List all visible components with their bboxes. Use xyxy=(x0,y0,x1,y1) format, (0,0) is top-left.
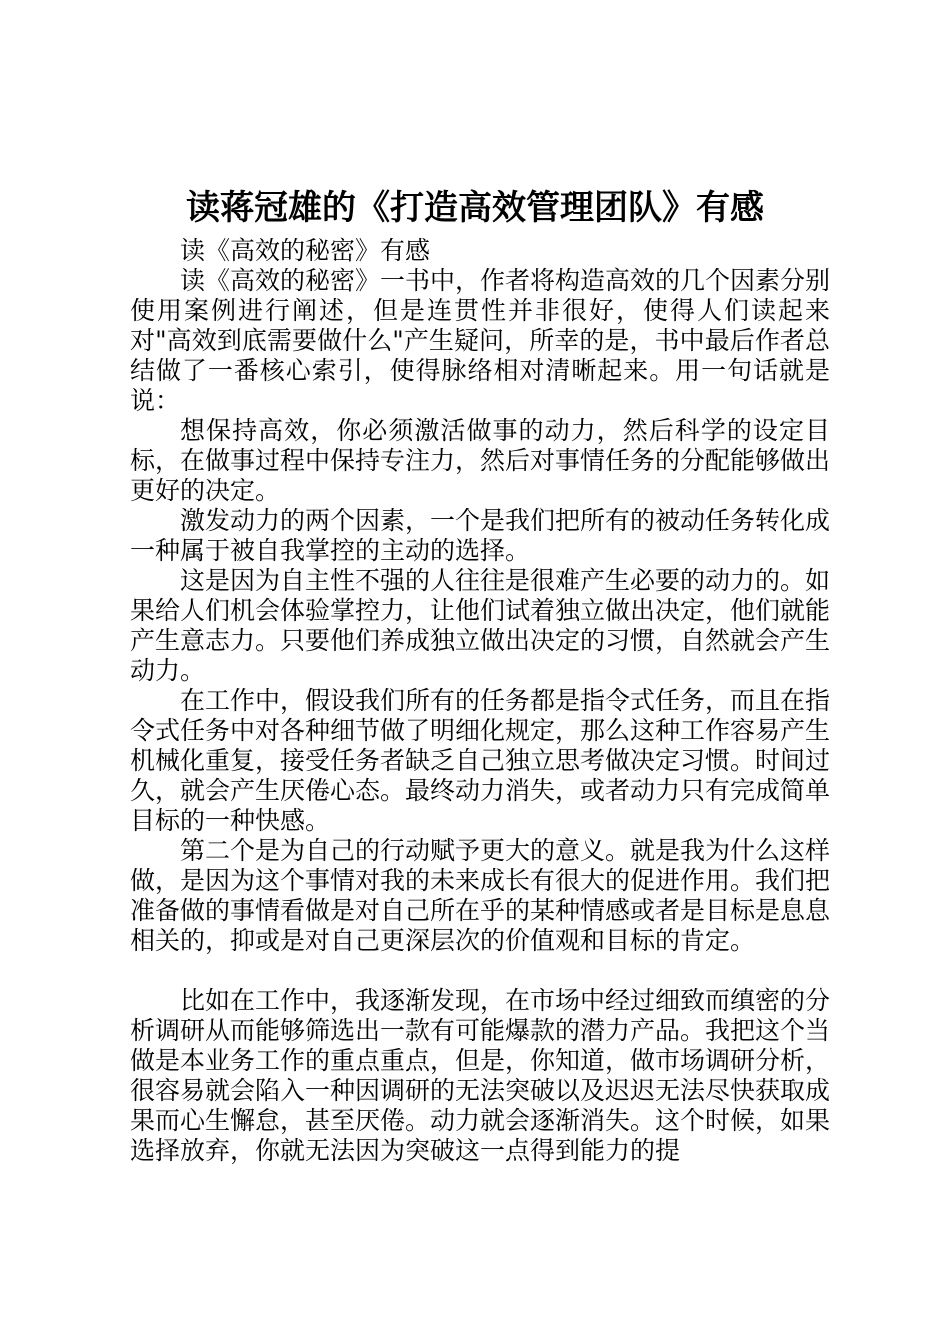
paragraph-subtitle: 读《高效的秘密》有感 xyxy=(180,236,431,265)
paragraph: 这是因为自主性不强的人往往是很难产生必要的动力的。如果给人们机会体验掌控力，让他们试着独立做出决定，他们就能产生意志力。只要他们养成独立做出决定的习惯，自然就会产生动力。 xyxy=(130,566,831,685)
paragraph: 第二个是为自己的行动赋予更大的意义。就是我为什么这样做，是因为这个事情对我的未来成长有很大的促进作用。我们把准备做的事情看做是对自己所在乎的某种情感或者是目标是息息相关的，抑或是对自己更深层次的价值观和目标的肯定。 xyxy=(130,836,831,955)
paragraph: 激发动力的两个因素，一个是我们把所有的被动任务转化成一种属于被自我掌控的主动的选择。 xyxy=(130,506,831,565)
paragraph: 在工作中，假设我们所有的任务都是指令式任务，而且在指令式任务中对各种细节做了明细化规定，那么这种工作容易产生机械化重复，接受任务者缺乏自己独立思考做决定习惯。时间过久，就会产生厌倦心态。最终动力消失，或者动力只有完成简单目标的一种快感。 xyxy=(130,686,831,835)
document-body xyxy=(130,236,830,1166)
paragraph: 比如在工作中，我逐渐发现，在市场中经过细致而缜密的分析调研从而能够筛选出一款有可能爆款的潜力产品。我把这个当做是本业务工作的重点重点，但是，你知道，做市场调研分析，很容易就会陷入一种因调研的无法突破以及迟迟无法尽快获取成果而心生懈怠，甚至厌倦。动力就会逐渐消失。这个时候，如果选择放弃，你就无法因为突破这一点得到能力的提 xyxy=(130,986,831,1165)
paragraph: 想保持高效，你必须激活做事的动力，然后科学的设定目标，在做事过程中保持专注力，然后对事情任务的分配能够做出更好的决定。 xyxy=(130,416,831,505)
document-title: 读蒋冠雄的《打造高效管理团队》有感 xyxy=(186,188,764,228)
paragraph: 读《高效的秘密》一书中，作者将构造高效的几个因素分别使用案例进行阐述，但是连贯性并非很好，使得人们读起来对"高效到底需要做什么"产生疑问，所幸的是，书中最后作者总结做了一番核心索引，使得脉络相对清晰起来。用一句话就是说： xyxy=(130,266,831,415)
